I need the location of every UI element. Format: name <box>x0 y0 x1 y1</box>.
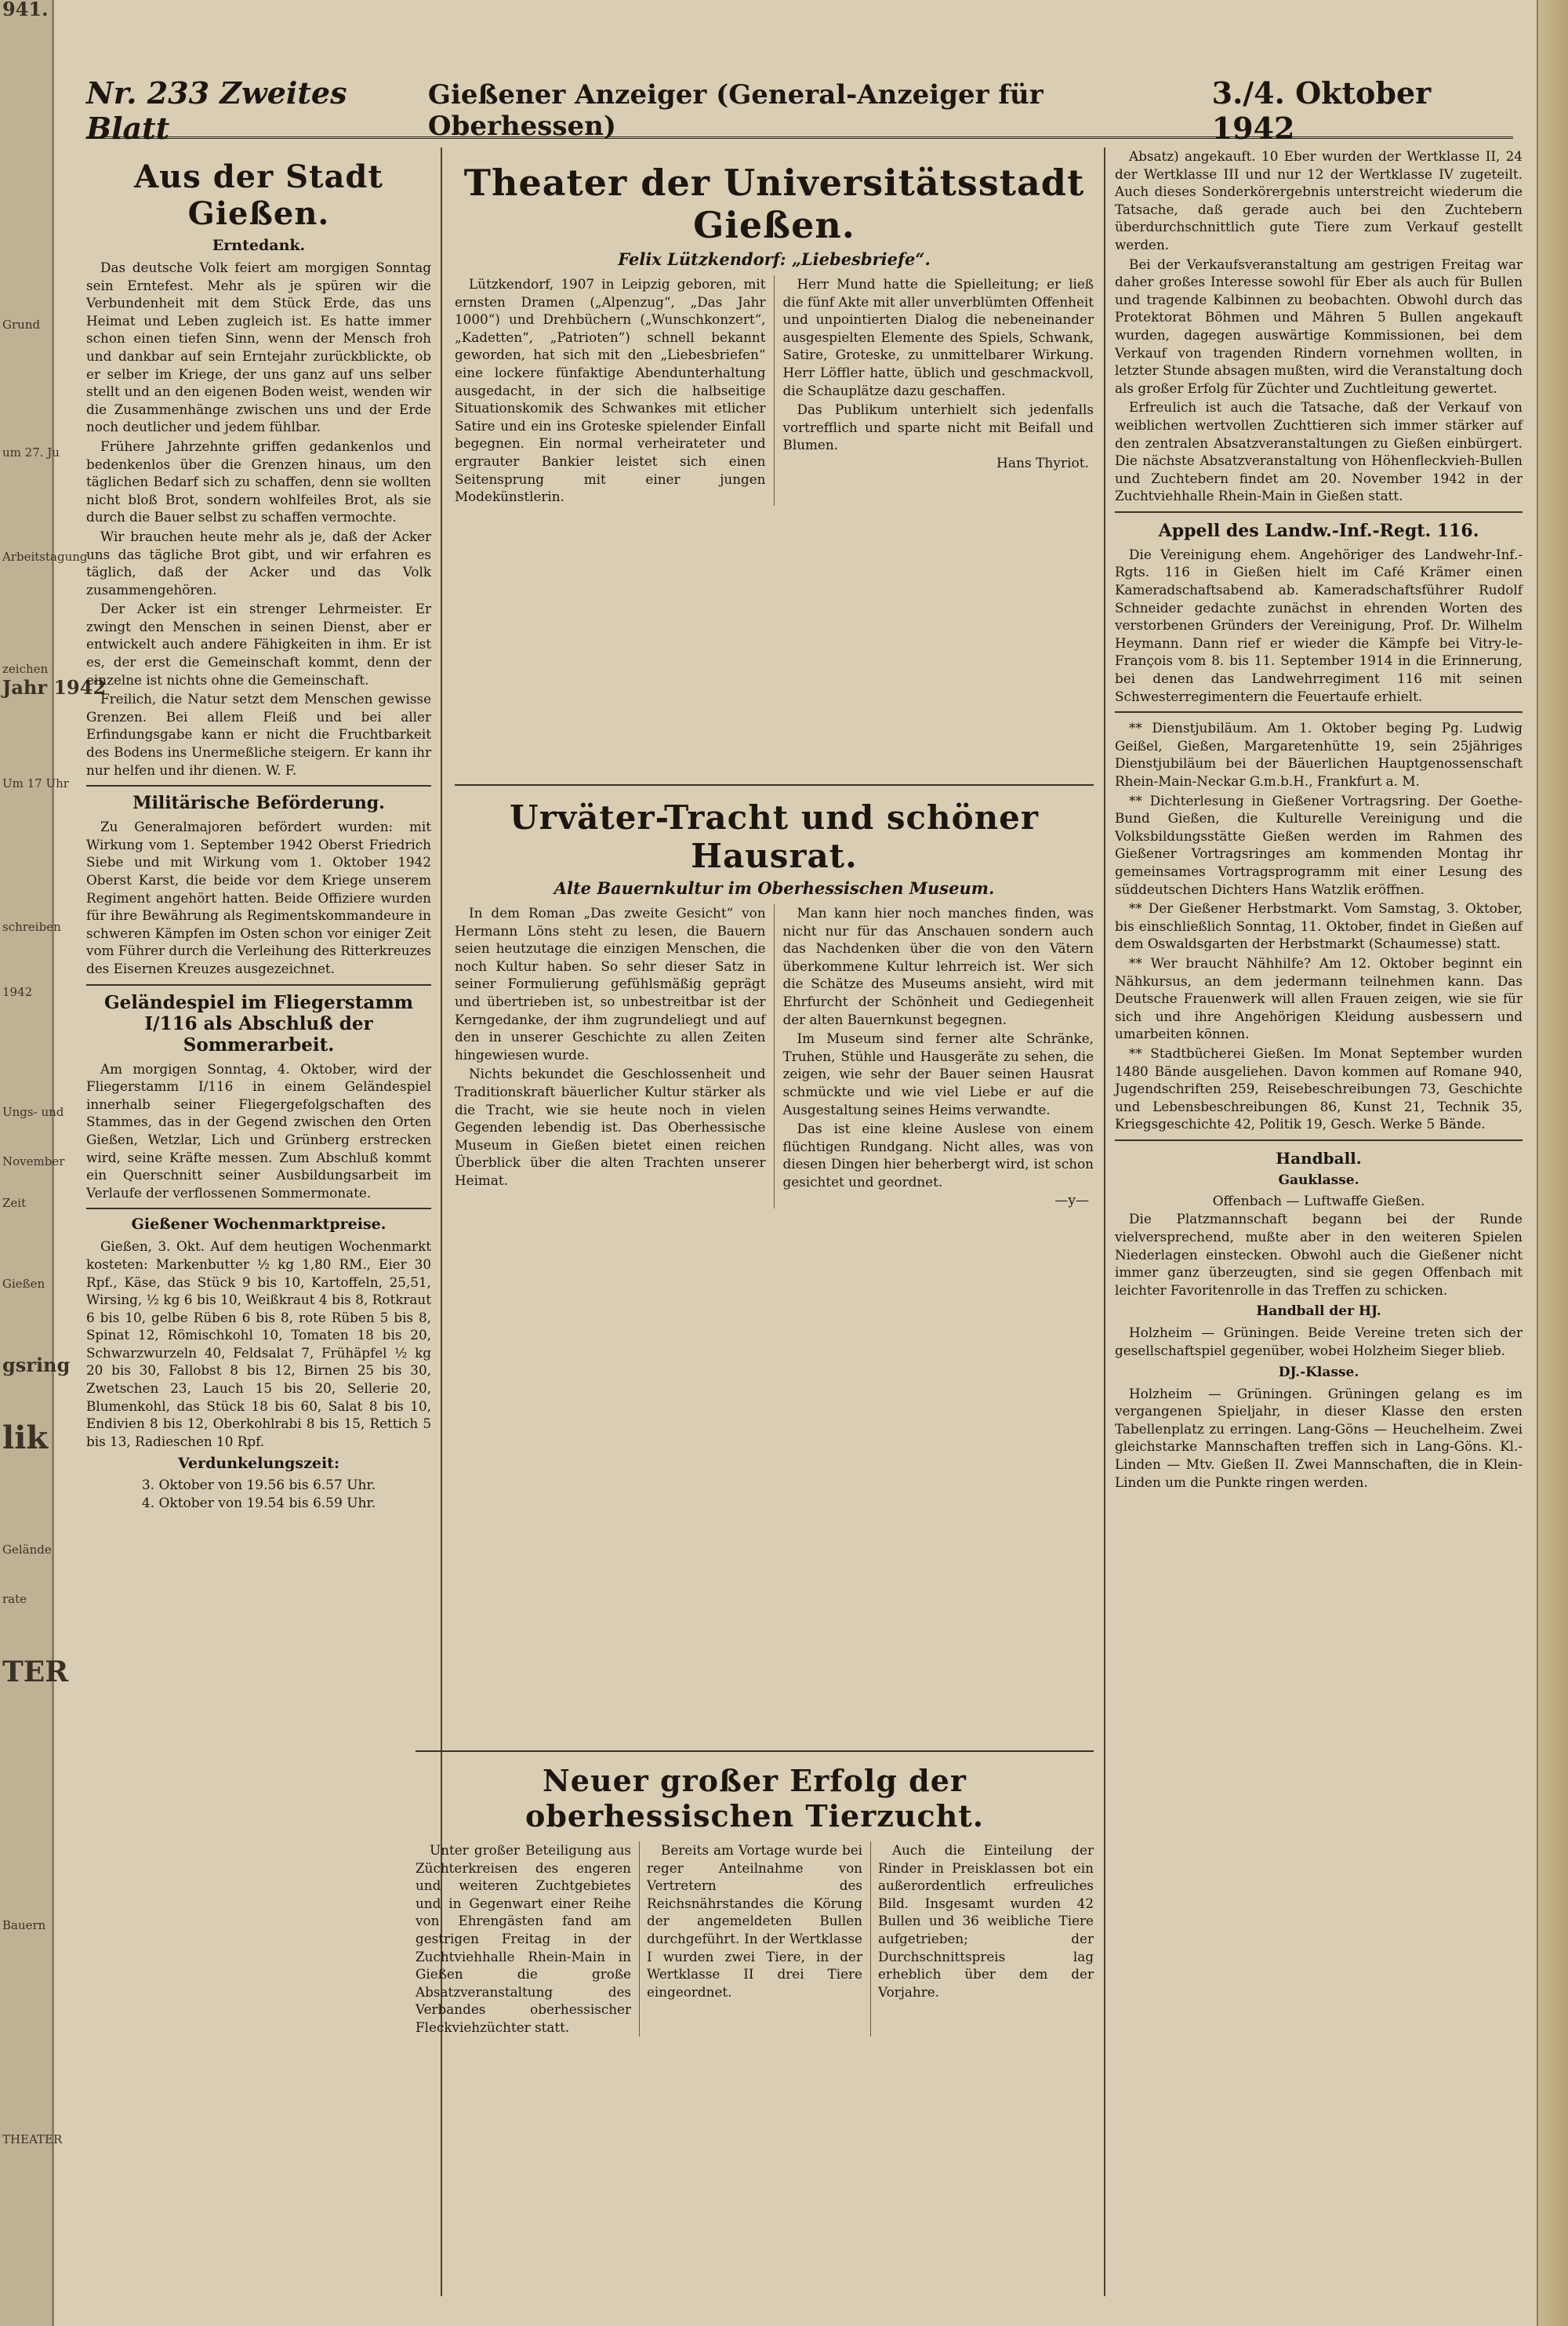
article-paragraph: Im Museum sind ferner alte Schränke, Truhen, Stühle und Hausgeräte zu sehen, die zeigen, wie sehr der Bauer seinen Hausrat schmückte und wie viel Liebe er auf die Ausgestaltung seines Heims verwandte. <box>782 1030 1094 1118</box>
article-paragraph: Zu Generalmajoren befördert wurden: mit Wirkung vom 1. September 1942 Oberst Friedrich Siebe und mit Wirkung vom 1. Oktober 1942 Oberst Karst, die beide vor dem Kriege unserem Regiment angehört hatten. Beide Offiziere wurden für ihre Bewährung als Regimentskommandeure in schweren Kämpfen im Osten schon vor einiger Zeit vom Führer durch die Verleihung des Ritterkreuzes des Eisernen Kreuzes ausgezeichnet. <box>86 819 431 976</box>
signature: Hans Thyriot. <box>996 455 1089 471</box>
tierzucht-article <box>416 1750 1094 2301</box>
divider <box>1115 711 1523 713</box>
article-paragraph: Die Platzmannschaft begann bei der Runde vielversprechend, mußte aber in den weiteren Spielen Niederlagen einstecken. Obwohl auch die Gießener nicht immer ganz überzeugten, sind sie gegen Offenbach mit leichter Favoritenrolle in das Treffen zu schicken. <box>1115 1211 1523 1298</box>
subheadline: Alte Bauernkultur im Oberhessischen Museum. <box>554 878 995 898</box>
gutter-text: Zeit <box>2 1196 27 1210</box>
gutter-text: Gelände <box>2 1543 52 1557</box>
divider <box>1115 511 1523 513</box>
gutter-text: 1942 <box>2 985 33 999</box>
gutter-text: gsring <box>2 1354 71 1376</box>
signature: —y— <box>1054 1192 1089 1208</box>
article-paragraph: Auch die Einteilung der Rinder in Preisklassen bot ein außerordentlich erfreuliches Bild. Insgesamt wurden 42 Bullen und 36 weibliche Tiere aufgetrieben; der Durchschnittspreis lag erheblich über dem der Vorjahre. <box>878 1842 1094 2000</box>
page-binding-edge <box>1537 0 1568 2326</box>
article-title: Militärische Beförderung. <box>132 793 385 814</box>
article-paragraph: Freilich, die Natur setzt dem Menschen gewisse Grenzen. Bei allem Fleiß und bei aller Erfindungsgabe kann er nicht die Fruchtbarkeit des Bodens ins Unermeßliche steigern. Er kann ihr nur helfen und ihr dienen. W. F. <box>86 691 431 778</box>
subsection-title: Handball der HJ. <box>1256 1303 1381 1320</box>
article-paragraph: Absatz) angekauft. 10 Eber wurden der Wertklasse II, 24 der Wertklasse III und nur 12 der Wertklasse IV zugeteilt. Auch dieses Sonderkörergebnis unterstreicht wiederum die Tatsache, daß gerade auch bei den Zuchtebern überdurchschnittlich gute Tiere zum Verkauf gestellt werden. <box>1115 148 1523 253</box>
article-body <box>416 1841 1094 2037</box>
gutter-text: 941. <box>2 0 49 20</box>
article-paragraph: Nichts bekundet die Geschlossenheit und Traditionskraft bäuerlicher Kultur stärker als die Tracht, wie sie heute noch in vielen Gegenden lebendig ist. Das Oberhessische Museum in Gießen bietet einen reichen Überblick über die alten Trachten unserer Heimat. <box>455 1066 766 1188</box>
headline: Neuer großer Erfolg der oberhessischen Tierzucht. <box>525 1763 984 1834</box>
gutter-text: Grund <box>2 318 41 332</box>
article-paragraph: Holzheim — Grüningen. Beide Vereine treten sich der gesellschaftspiel gegenüber, wobei Holzheim Sieger blieb. <box>1115 1325 1523 1359</box>
gutter-text: Um 17 Uhr <box>2 776 69 790</box>
article-body <box>455 275 1094 506</box>
blackout-line: 4. Oktober von 19.54 bis 6.59 Uhr. <box>141 1496 376 1512</box>
gutter-text: Gießen <box>2 1277 45 1291</box>
right-news-column <box>1115 147 1523 2304</box>
gutter-text: TER <box>2 1655 69 1688</box>
headline: Theater der Universitätsstadt Gießen. <box>463 162 1085 246</box>
divider <box>86 1208 431 1209</box>
article-title: Erntedank. <box>212 237 306 254</box>
news-note: ** Der Gießener Herbstmarkt. Vom Samstag, 3. Oktober, bis einschließlich Sonntag, 11. Oktober, findet in Gießen auf dem Oswaldsgarten der Herbstmarkt (Schaumesse) statt. <box>1115 900 1523 952</box>
article-paragraph: Lützkendorf, 1907 in Leipzig geboren, mit ernsten Dramen („Alpenzug“, „Das Jahr 1000“) und Drehbüchern („Wunschkonzert“, „Kadetten“, „Patrioten“) schnell bekannt geworden, hat sich mit den „Liebesbriefen“ eine lockere fünfaktige Abendunterhaltung ausgedacht, in der sich die halbseitige Situationskomik des Schwankes mit etlicher Satire und ein ins Groteske spielender Einfall begegnen. Ein normal verheirateter und ergrauter Bankier leistet sich einen Seitensprung mit einer jungen Modekünstlerin. <box>455 276 766 505</box>
tracht-article <box>455 784 1094 1750</box>
gutter-text: THEATER <box>2 2132 63 2146</box>
column-rule <box>1104 147 1105 2296</box>
article-paragraph: Gießen, 3. Okt. Auf dem heutigen Wochenmarkt kosteten: Markenbutter ½ kg 1,80 RM., Eier 30 Rpf., Käse, das Stück 9 bis 10, Kartoffeln, 25,51, Wirsing, ½ kg 6 bis 10, Weißkraut 4 bis 8, Rotkraut 6 bis 10, gelbe Rüben 6 bis 8, rote Rüben 5 bis 8, Spinat 12, Römischkohl 10, Tomaten 18 bis 20, Schwarzwurzeln 40, Feldsalat 7, Frühäpfel ½ kg 20 bis 30, Fallobst 8 bis 12, Birnen 25 bis 30, Zwetschen 23, Lauch 15 bis 20, Sellerie 20, Blumenkohl, das Stück 18 bis 60, Salat 8 bis 10, Endivien 8 bis 12, Oberkohlrabi 8 bis 15, Rettich 5 bis 13, Radieschen 10 Rpf. <box>86 1238 431 1449</box>
article-paragraph: Herr Mund hatte die Spielleitung; er ließ die fünf Akte mit aller unverblümten Offenheit und unpointierten Dialog die nebeneinander ausgespielten Elemente des Spiels, Schwank, Satire, Groteske, zu unmittelbarer Wirkung. Herr Löffler hatte, üblich und geschmackvoll, die Schauplätze dazu geschaffen. <box>782 276 1094 398</box>
article-paragraph: Frühere Jahrzehnte griffen gedankenlos und bedenkenlos über die Grenzen hinaus, um den täglichen Bedarf sich zu schaffen, denn sie wollten nicht bloß Brot, sondern wohlfeiles Brot, als sie durch die Bauer selbst zu schaffen vermochte. <box>86 438 431 525</box>
article-paragraph: Das deutsche Volk feiert am morgigen Sonntag sein Erntefest. Mehr als je spüren wir die Verbundenheit mit dem Stück Erde, das uns Heimat und Leben zugleich ist. Es hatte immer schon einen tiefen Sinn, wenn der Mensch froh und dankbar auf sein Erntejahr zurückblickte, ob er selber im Kriege, der uns ganz auf uns selber stellt und an den eigenen Boden weist, wenden wir die Zusammenhänge zwischen uns und der Erde noch deutlicher und jedem fühlbar. <box>86 260 431 435</box>
masthead <box>86 75 1513 146</box>
article-paragraph: Erfreulich ist auch die Tatsache, daß der Verkauf von weiblichen wertvollen Zuchttieren sich immer stärker auf den zentralen Absatzveranstaltungen zu Gießen einbürgert. Die nächste Absatzveranstaltung von Höhenfleckvieh-Bullen und Zuchtebern findet am 20. November 1942 in der Zuchtviehhalle Rhein-Main in Gießen statt. <box>1115 399 1523 504</box>
divider <box>1115 1139 1523 1141</box>
theater-article <box>455 147 1094 775</box>
article-paragraph: Bereits am Vortage wurde bei reger Anteilnahme von Vertretern des Reichsnährstandes die Körung der angemeldeten Bullen durchgeführt. In der Wertklasse I wurden zwei Tiere, in der Wertklasse II drei Tiere eingeordnet. <box>647 1842 862 2000</box>
local-news-column <box>86 147 431 2304</box>
news-note: ** Dichterlesung in Gießener Vortragsring. Der Goethe-Bund Gießen, die Kulturelle Vereinigung und die Volksbildungsstätte Gießen werden im Rahmen des Gießener Vortragsringes am kommenden Montag ihr gemeinsames Vortragsprogramm mit einer Lesung des süddeutschen Dichters Hans Watzlik eröffnen. <box>1115 792 1523 897</box>
gutter-text: Arbeitstagung <box>2 550 88 564</box>
issue-number: Nr. 233 Zweites Blatt <box>86 75 347 146</box>
issue-date: 3./4. Oktober 1942 <box>1211 75 1432 146</box>
article-paragraph: Unter großer Beteiligung aus Züchterkreisen des engeren und weiteren Zuchtgebietes und in Gegenwart einer Reihe von Ehrengästen fand am gestrigen Freitag in der Zuchtviehhalle Rhein-Main in Gießen die große Absatzveranstaltung des Verbandes oberhessischer Fleckviehzüchter statt. <box>416 1842 631 2035</box>
article-paragraph: Das Publikum unterhielt sich jedenfalls vortrefflich und sparte nicht mit Beifall und Blumen. <box>782 402 1094 453</box>
blackout-line: 3. Oktober von 19.56 bis 6.57 Uhr. <box>141 1477 376 1494</box>
news-note: ** Wer braucht Nähhilfe? Am 12. Oktober beginnt ein Nähkursus, an dem jedermann teilnehmen kann. Das Deutsche Frauenwerk will allen Frauen zeigen, wie sie für sich und ihre Angehörigen Kleidung ausbessern und umarbeiten können. <box>1115 954 1523 1042</box>
gutter-text: Bauern <box>2 1918 46 1932</box>
subsection-title: DJ.-Klasse. <box>1278 1364 1359 1380</box>
article-body <box>455 904 1094 1208</box>
gutter-text: zeichen <box>2 662 49 676</box>
headline: Urväter-Tracht und schöner Hausrat. <box>510 798 1039 875</box>
subsection-title: Gauklasse. <box>1278 1172 1359 1188</box>
adjacent-page-fragment <box>0 0 107 2326</box>
article-paragraph: Die Vereinigung ehem. Angehöriger des Landwehr-Inf.-Rgts. 116 in Gießen hielt im Café Krämer einen Kameradschaftsabend ab. Kameradschaftsführer Rudolf Schneider gedachte zunächst in ehrenden Worten des verstorbenen Gründers der Vereinigung, Prof. Dr. Wilhelm Heymann. Dann rief er wieder die Kämpfe bei Vitry-le-François vom 8. bis 11. September 1914 in die Erinnerung, bei denen das Landwehrregiment 116 mit seinen Schwesterregimentern die Feuertaufe erhielt. <box>1115 546 1523 704</box>
newspaper-name: Gießener Anzeiger (General-Anzeiger für Oberhessen) <box>427 79 1044 142</box>
gutter-text: Jahr 1942 <box>2 676 107 699</box>
article-title: Verdunkelungszeit: <box>178 1455 339 1473</box>
article-paragraph: Wir brauchen heute mehr als je, daß der Acker uns das tägliche Brot gibt, und wir erfahren es täglich, daß der Acker und das Volk zusammengehören. <box>86 528 431 598</box>
gutter-text: lik <box>2 1419 49 1456</box>
article-title: Gießener Wochenmarktpreise. <box>131 1216 387 1234</box>
article-paragraph: In dem Roman „Das zweite Gesicht“ von Hermann Löns steht zu lesen, die Bauern seien heutzutage die einzigen Menschen, die noch Kultur haben. So sehr dieser Satz in seiner Formulierung gefühlsmäßig geprägt und übertrieben ist, so unbestreitbar ist der Kerngedanke, der ihm zugrundeliegt und auf den in unserer Geschichte zu allen Zeiten hingewiesen wurde. <box>455 905 766 1063</box>
article-paragraph: Man kann hier noch manches finden, was nicht nur für das Anschauen sondern auch das Nachdenken über die von den Vätern überkommene Kultur lehrreich ist. Wer sich die Schätze des Museums ansieht, wird mit Ehrfurcht der Schönheit und Gediegenheit der alten Bauernkunst begegnen. <box>782 905 1094 1027</box>
article-paragraph: Am morgigen Sonntag, 4. Oktober, wird der Fliegerstamm I/116 in einem Geländespiel innerhalb seiner Fliegergefolgschaften des Stammes, das in der Gegend zwischen den Orten Gießen, Wetzlar, Lich und Grünberg erstrecken wird, seine Kräfte messen. Zum Abschluß kommt ein Querschnitt seiner Ausbildungsarbeit im Verlaufe der verflossenen Sommermonate. <box>86 1060 431 1201</box>
article-paragraph: Das ist eine kleine Auslese von einem flüchtigen Rundgang. Nicht alles, was von diesen Dingen hier beherbergt wird, ist schon gesichtet und geordnet. <box>782 1121 1094 1190</box>
article-paragraph: Der Acker ist ein strenger Lehrmeister. Er zwingt den Menschen in seinen Dienst, aber er entwickelt auch andere Fähigkeiten in ihm. Er ist es, der erst die Gemeinschaft kommt, denn der einzelne ist nichts ohne die Gemeinschaft. <box>86 601 431 688</box>
section-title: Handball. <box>1276 1148 1362 1168</box>
article-paragraph: Bei der Verkaufsveranstaltung am gestrigen Freitag war daher großes Interesse sowohl für Eber als auch für Bullen und tragende Kalbinnen zu beobachten. Obwohl durch das Protektorat Böhmen und Mähren 5 Bullen angekauft wurden, dagegen auswärtige Kommissionen, bei dem Verkauf von tragenden Rindern vornehmen wollten, in letzter Stunde absagen mußten, wird die Veranstaltung doch als großer Erfolg für Züchter und Zuchtleitung gewertet. <box>1115 256 1523 396</box>
gutter-text: November <box>2 1154 65 1168</box>
article-title: Geländespiel im Fliegerstamm I/116 als Abschluß der Sommerarbeit. <box>104 991 413 1056</box>
gutter-text: Ungs- und <box>2 1105 64 1119</box>
gutter-text: um 27. Ju <box>2 445 60 460</box>
article-paragraph: Holzheim — Grüningen. Grüningen gelang es im vergangenen Spieljahr, in dieser Klasse den ersten Tabellenplatz zu erringen. Lang-Göns — Heuchelheim. Zwei gleichstarke Mannschaften treffen sich in Lang-Göns. Kl.-Linden — Mtv. Gießen II. Zwei Mannschaften, die in Klein-Linden um die Punkte ringen werden. <box>1115 1385 1523 1490</box>
article-title: Appell des Landw.-Inf.-Regt. 116. <box>1158 520 1479 541</box>
gutter-text: rate <box>2 1592 27 1606</box>
divider <box>86 984 431 986</box>
section-title: Aus der Stadt Gießen. <box>134 158 383 232</box>
match-line: Offenbach — Luftwaffe Gießen. <box>1212 1193 1425 1209</box>
divider <box>86 785 431 787</box>
subheadline: Felix Lützkendorf: „Liebesbriefe“. <box>618 249 931 269</box>
news-note: ** Dienstjubiläum. Am 1. Oktober beging Pg. Ludwig Geißel, Gießen, Margaretenhütte 19, sein 25jähriges Dienstjubiläum bei der Bäuerlichen Hauptgenossenschaft Rhein-Main-Neckar G.m.b.H., Frankfurt a. M. <box>1115 720 1523 789</box>
gutter-text: schreiben <box>2 920 61 934</box>
news-note: ** Stadtbücherei Gießen. Im Monat September wurden 1480 Bände ausgeliehen. Davon kommen auf Romane 940, Jugendschriften 259, Reisebeschreibungen 73, Geschichte und Lebensbeschreibungen 86, Kunst 21, Technik 35, Kriegsgeschichte 42, Politik 19, Gesch. Werke 5 Bände. <box>1115 1045 1523 1132</box>
